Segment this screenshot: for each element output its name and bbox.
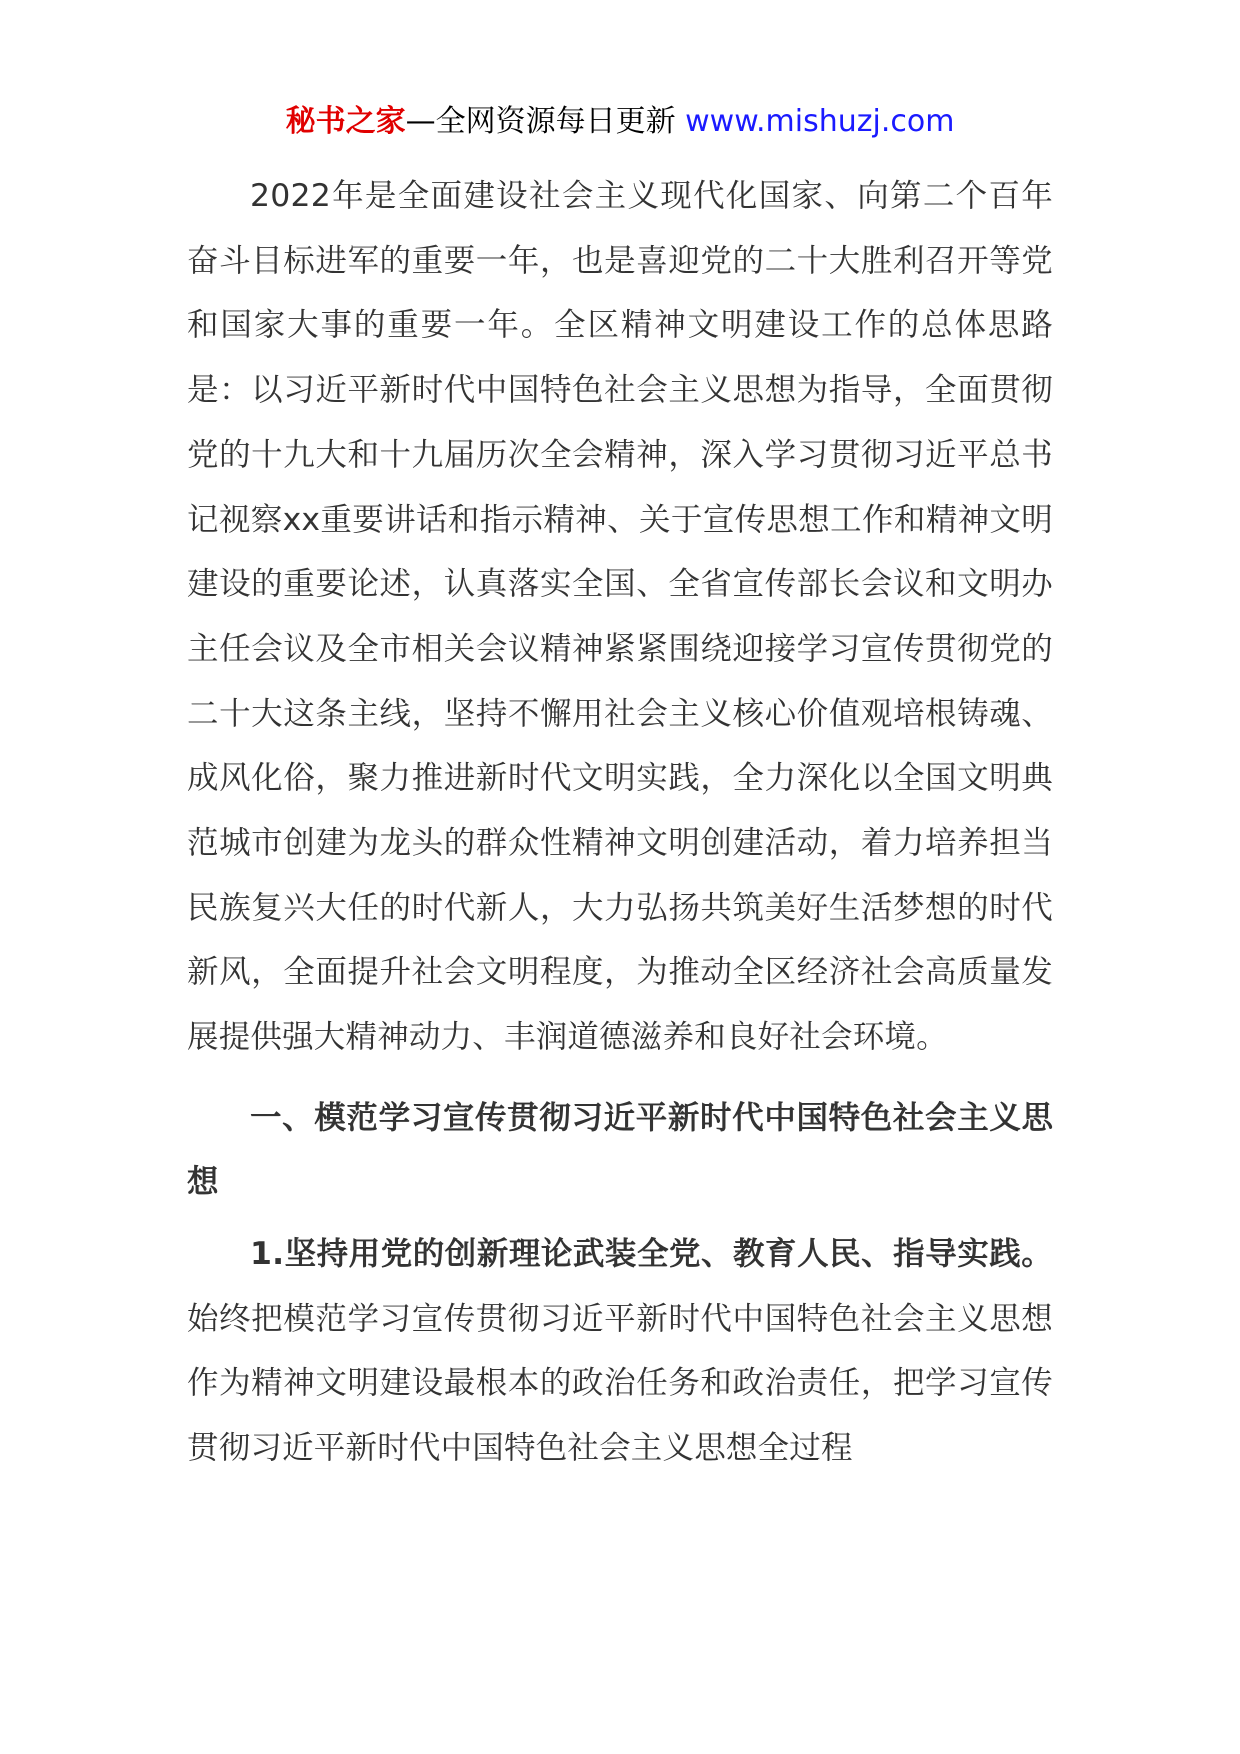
subsection-text: 始终把模范学习宣传贯彻习近平新时代中国特色社会主义思想作为精神文明建设最根本的政治任务和政治责任，把学习宣传贯彻习近平新时代中国特色社会主义思想全过程: [187, 1300, 1053, 1466]
brand-name: 秘书之家: [285, 104, 406, 139]
subsection-title: 1.坚持用党的创新理论武装全党、教育人民、指导实践。: [250, 1235, 1053, 1272]
site-header: [0, 100, 1240, 144]
header-tagline: —全网资源每日更新: [405, 104, 686, 139]
website-link[interactable]: www.mishuzj.com: [685, 104, 955, 139]
subsection-paragraph: [187, 1222, 1053, 1481]
section-heading: 一、模范学习宣传贯彻习近平新时代中国特色社会主义思想: [187, 1099, 1053, 1200]
document-body: [187, 164, 1053, 1481]
intro-paragraph: 2022年是全面建设社会主义现代化国家、向第二个百年奋斗目标进军的重要一年，也是喜迎党的二十大胜利召开等党和国家大事的重要一年。全区精神文明建设工作的总体思路是：以习近平新时代中国特色社会主义思想为指导，全面贯彻党的十九大和十九届历次全会精神，深入学习贯彻习近平总书记视察xx重要讲话和指示精神、关于宣传思想工作和精神文明建设的重要论述，认真落实全国、全省宣传部长会议和文明办主任会议及全市相关会议精神紧紧围绕迎接学习宣传贯彻党的二十大这条主线，坚持不懈用社会主义核心价值观培根铸魂、成风化俗，聚力推进新时代文明实践，全力深化以全国文明典范城市创建为龙头的群众性精神文明创建活动，着力培养担当民族复兴大任的时代新人，大力弘扬共筑美好生活梦想的时代新风，全面提升社会文明程度，为推动全区经济社会高质量发展提供强大精神动力、丰润道德滋养和良好社会环境。: [187, 178, 1053, 1056]
